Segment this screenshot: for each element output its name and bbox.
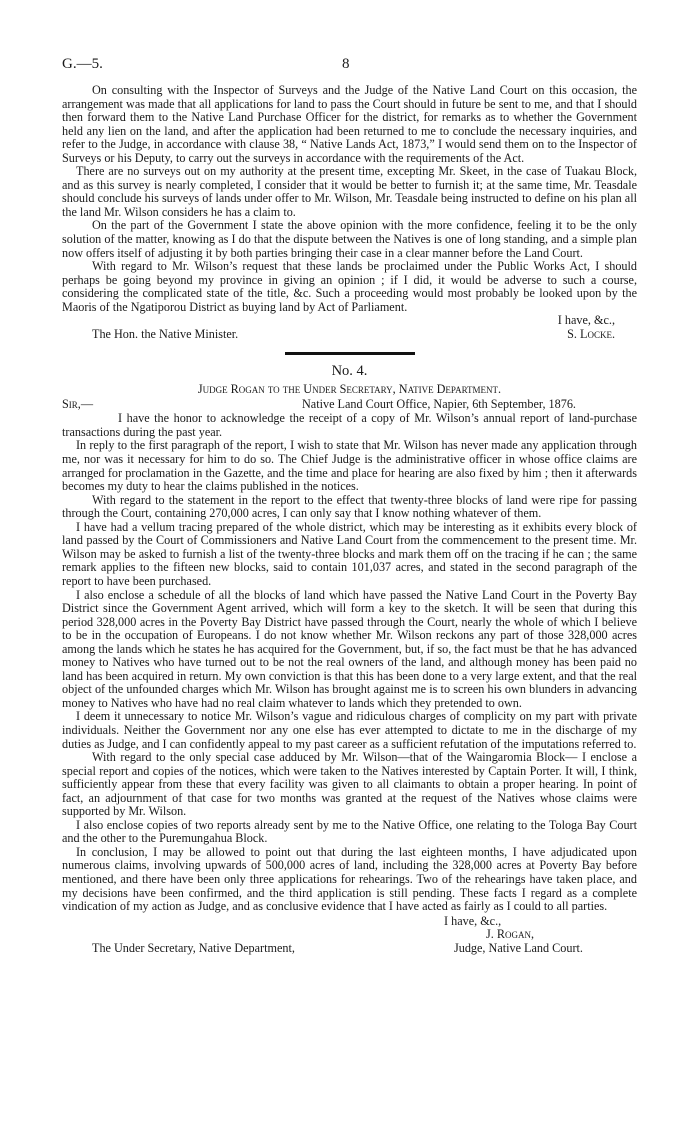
letter-3-signature-block	[62, 314, 637, 342]
letter-3-addressee: The Hon. the Native Minister.	[92, 327, 239, 342]
letter-4-heading-line	[62, 398, 637, 412]
letter-4-place-date: Native Land Court Office, Napier, 6th September, 1876.	[302, 397, 576, 412]
letter-3-body	[62, 84, 637, 314]
letter-4-paragraph: In conclusion, I may be allowed to point out that during the last eighteen months, I have adjudicated upon numerous claims, involving upwards of 500,000 acres of land, including the 328,000 acres at Poverty Bay before mentioned, and there have been only three applications for rehearings. Two of the rehearings have taken place, and my decisions have been confirmed, and the third application is still pending. These facts I regard as a complete vindication of my action as Judge, and as conclusive evidence that I have acted as fairly as I could to all parties.	[62, 844, 637, 914]
section-divider	[285, 352, 415, 355]
letter-3-signature: S. Locke.	[567, 327, 615, 342]
letter-4-signature: J. Rogan,	[486, 926, 535, 941]
letter-3-paragraph: On consulting with the Inspector of Surveys and the Judge of the Native Land Court on this occasion, the arrangement was made that all applications for land to pass the Court should in future be sent to me, and that I should then forward them to the Native Land Purchase Officer for the district, for remarks as to whether the Government held any lien on the land, and after the application had been returned to me to conclude the necessary inquiries, and refer to the Judge, in accordance with clause 38, “ Native Lands Act, 1873,” I would send them on to the Inspector of Surveys or his Deputy, to carry out the surveys in accordance with the requirements of the Act.	[62, 83, 637, 165]
letter-4-paragraph: With regard to the statement in the report to the effect that twenty-three blocks of land were ripe for passing through the Court, containing 270,000 acres, I can only say that I know nothing whatever of them.	[62, 492, 637, 521]
letter-4-from-line: Judge Rogan to the Under Secretary, Native Department.	[197, 381, 502, 396]
letter-4-closing: I have, &c.,	[444, 913, 502, 928]
letter-4-paragraph: I deem it unnecessary to notice Mr. Wilson’s vague and ridiculous charges of complicity on my part with private individuals. Neither the Government nor any one else has ever attempted to dictate to me in the discharge of my duties as Judge, and I can confidently appeal to my past career as a sufficient refutation of the imputations referred to.	[62, 709, 637, 751]
letter-4-paragraph: In reply to the first paragraph of the report, I wish to state that Mr. Wilson has never made any application through me, nor was it necessary for him to do so. The Chief Judge is the administrative officer in whose office claims are arranged for proclamation in the Gazette, and the time and place for hearing are also fixed by him ; then it afterwards becomes my duty to hear the claims published in the notices.	[62, 438, 637, 494]
letter-4-body	[62, 412, 637, 913]
letter-4-salutation: Sir,—	[62, 397, 94, 412]
letter-4-paragraph: I have the honor to acknowledge the receipt of a copy of Mr. Wilson’s annual report of land-purchase transactions during the past year.	[62, 411, 637, 439]
letter-3-paragraph: On the part of the Government I state the above opinion with the more confidence, feeling it to be the only solution of the matter, knowing as I do that the dispute between the Natives is one of long standing, and a simple plan now offers itself of adjusting it by both parties bringing their case in a clear manner before the Land Court.	[62, 218, 637, 260]
series-number: G.—5.	[62, 56, 103, 72]
letter-4-number: No. 4.	[331, 363, 368, 380]
document-page	[62, 58, 637, 975]
letter-4-paragraph: I have had a vellum tracing prepared of the whole district, which may be interesting as it exhibits every block of land passed by the Court of Commissioners and Native Land Court from the commencement to the present time. Mr. Wilson may be asked to furnish a list of the twenty-three blocks and mark them off on the tracing if he can ; the same remark applies to the fifteen new blocks, said to contain 101,037 acres, and stated in the second paragraph of the report to have been purchased.	[62, 519, 637, 588]
letter-4-signature-title: Judge, Native Land Court.	[454, 940, 583, 955]
letter-3-paragraph: There are no surveys out on my authority at the present time, excepting Mr. Skeet, in the case of Tuakau Block, and as this survey is nearly completed, I consider that it would be better to furnish it; at the same time, Mr. Teasdale should conclude his surveys of lands under offer to Mr. Wilson, Mr. Teasdale being instructed to define on his plan all the land Mr. Wilson considers he has a claim to.	[62, 164, 637, 219]
page-number: 8	[342, 56, 350, 72]
letter-4-addressee: The Under Secretary, Native Department,	[92, 940, 295, 955]
letter-4-paragraph: I also enclose a schedule of all the blocks of land which have passed the Native Land Court in the Poverty Bay District since the Government Agent arrived, which will form a key to the sketch. It will be seen that during this period 328,000 acres in the Poverty Bay District have passed through the Court, nearly the whole of which I believe to be in the occupation of Europeans. I do not know whether Mr. Wilson reckons any part of those 328,000 acres among the lands which he states he has acquired for the Government, but, if so, the fact must be that he has advanced money to Natives who have turned out to be not the real owners of the land, and although money has been paid no land has been acquired in return. My own conviction is that this has been done to a very large extent, and that the real object of the unfounded charges which Mr. Wilson has brought against me is to screen his own blunders in advancing money to Natives who have had no real claim whatever to lands which they pretended to own.	[62, 587, 637, 710]
letter-4-paragraph: With regard to the only special case adduced by Mr. Wilson—that of the Waingaromia Block— I enclose a special report and copies of the notices, which were taken to the Natives interested by Captain Porter. It will, I think, sufficiently appear from these that every facility was given to all claimants to obtain a proper hearing. In point of fact, an adjournment of that case for two months was granted at the request of the Natives whose claims were supported by Mr. Wilson.	[62, 750, 637, 819]
letter-4-paragraph: I also enclose copies of two reports already sent by me to the Native Office, one relating to the Tologa Bay Court and the other to the Puremungahua Block.	[62, 817, 637, 846]
letter-4-signature-block	[62, 915, 637, 975]
page-header	[62, 58, 637, 84]
letter-3-closing: I have, &c.,	[557, 313, 615, 328]
letter-3-paragraph: With regard to Mr. Wilson’s request that these lands be proclaimed under the Public Works Act, I should perhaps be going beyond my province in giving an opinion ; if I did, it would be adverse to such a course, considering the complicated state of the title, &c. Such a proceeding would most probably be looked upon by the Maoris of the Ngatiporou District as buying land by Act of Parliament.	[62, 259, 637, 314]
